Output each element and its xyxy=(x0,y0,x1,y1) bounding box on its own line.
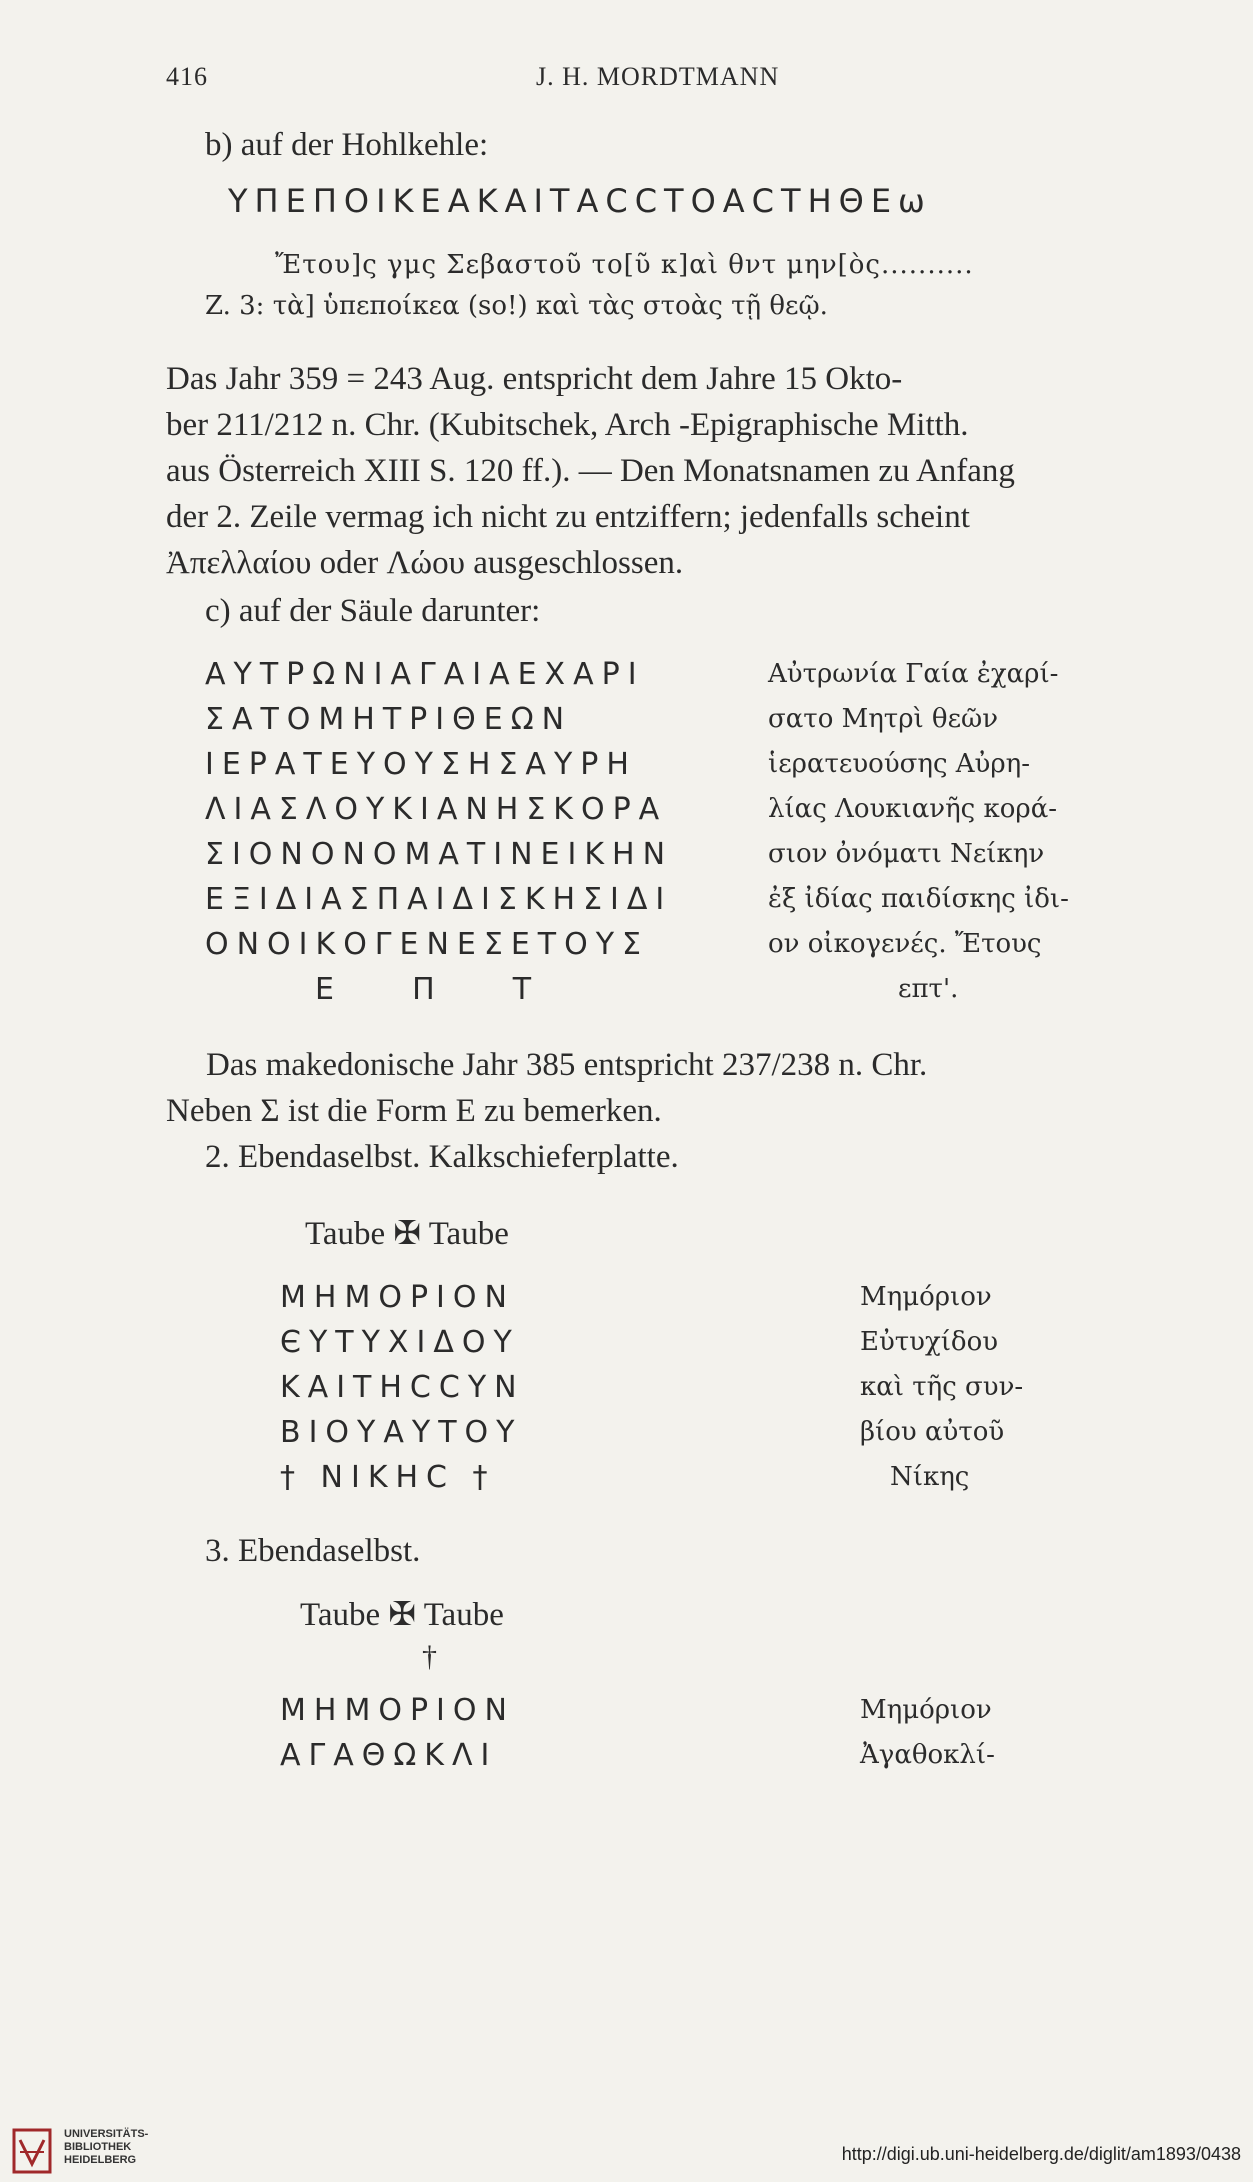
logo-line: HEIDELBERG xyxy=(64,2154,137,2166)
inscription-line: ΣΙΟΝΟΝΟΜΑΤΙΝΕΙΚΗΝ xyxy=(205,837,674,872)
transcription-line: Μημόριον xyxy=(860,1695,992,1725)
inscription-line: ΕΞΙΔΙΑΣΠΑΙΔΙΣΚΗΣΙΔΙ xyxy=(205,882,673,917)
transcription-line: βίου αὐτοῦ xyxy=(860,1417,1005,1447)
transcription-line: ἱερατευούσης Αὐρη- xyxy=(768,749,1031,779)
inscription-line: ΙΕΡΑΤΕΥΟΥΣΗΣΑΥΡΗ xyxy=(205,747,637,782)
transcription-line: ἐξ ἰδίας παιδίσκης ἰδι- xyxy=(768,884,1069,914)
inscription-line: ΑΓΑΘΩΚΛΙ xyxy=(280,1738,498,1773)
paragraph-line: aus Österreich XIII S. 120 ff.). — Den Monatsnamen zu Anfang xyxy=(166,453,1015,489)
running-header: J. H. MORDTMANN xyxy=(536,62,780,91)
transcription-line: λίας Λουκιανῆς κορά- xyxy=(768,794,1058,824)
transcription-line: σατο Μητρὶ θεῶν xyxy=(768,704,999,734)
section-c-label: c) auf der Säule darunter: xyxy=(205,593,541,629)
inscription-line: ΑΥΤΡΩΝΙΑΓΑΙΑΕΧΑΡΙ xyxy=(205,657,645,692)
section-b-transcription: Ἔτου]ς γμς Σεβαστοῦ το[ῦ κ]αὶ θντ μην[ὸς.......... xyxy=(275,250,974,280)
transcription-line: καὶ τῆς συν- xyxy=(860,1372,1024,1402)
transcription-line: Νίκης xyxy=(890,1462,970,1492)
item-3-label: 3. Ebendaselbst. xyxy=(205,1533,421,1569)
section-b-label: b) auf der Hohlkehle: xyxy=(205,127,489,163)
inscription-line: ΜΗΜΟΡΙΟΝ xyxy=(280,1280,515,1315)
inscription-line-date: Ε Π Τ xyxy=(315,972,540,1007)
section-c-inscription xyxy=(205,652,673,1012)
paragraph-line: Neben Σ ist die Form Ε zu bemerken. xyxy=(166,1093,662,1129)
transcription-line: Ἀγαθοκλί- xyxy=(860,1740,995,1770)
cross-symbol: † xyxy=(422,1640,437,1673)
inscription-line: ΜΗΜΟΡΙΟΝ xyxy=(280,1693,515,1728)
inscription-line: ΒΙΟΥΑΥΤΟΥ xyxy=(280,1415,523,1450)
logo-line: UNIVERSITÄTS- xyxy=(64,2128,149,2140)
paragraph-2 xyxy=(166,1042,927,1134)
transcription-line: σιον ὀνόματι Νείκην xyxy=(768,839,1045,869)
inscription-line: ΚΑΙΤΗCCΥΝ xyxy=(280,1370,525,1405)
item-2-label: 2. Ebendaselbst. Kalkschieferplatte. xyxy=(205,1139,679,1175)
section-b-inscription: ΥΠΕΠΟΙΚΕΑΚΑΙΤΑCCΤΟΑCΤΗΘΕω xyxy=(228,182,932,220)
paragraph-line: der 2. Zeile vermag ich nicht zu entziffern; jedenfalls scheint xyxy=(166,499,970,535)
inscription-line: † ΝΙΚΗC † xyxy=(280,1460,496,1495)
library-logo-icon xyxy=(12,2128,52,2174)
paragraph-line: Das Jahr 359 = 243 Aug. entspricht dem Jahre 15 Okto- xyxy=(166,361,903,397)
transcription-line: Εὐτυχίδου xyxy=(860,1327,999,1357)
page-number: 416 xyxy=(166,62,208,91)
section-c-transcription xyxy=(768,652,1069,1012)
item-2-transcription xyxy=(860,1275,1023,1500)
transcription-line: Αὐτρωνία Γαία ἐχαρί- xyxy=(768,659,1059,689)
paragraph-line: Ἀπελλαίου oder Λώου ausgeschlossen. xyxy=(166,545,684,581)
item-3-heading: Taube ✠ Taube xyxy=(300,1597,504,1633)
paragraph-1 xyxy=(166,356,1015,586)
inscription-line: ΣΑΤΟΜΗΤΡΙΘΕΩΝ xyxy=(205,702,573,737)
item-3-inscription xyxy=(280,1688,515,1778)
library-logo-text xyxy=(64,2128,148,2167)
inscription-line: ЄΥΤΥΧΙΔΟΥ xyxy=(280,1325,520,1360)
paragraph-line: Das makedonische Jahr 385 entspricht 237/238 n. Chr. xyxy=(206,1047,928,1083)
inscription-line: ΛΙΑΣΛΟΥΚΙΑΝΗΣΚΟΡΑ xyxy=(205,792,668,827)
source-url-link[interactable]: http://digi.ub.uni-heidelberg.de/diglit/am1893/0438 xyxy=(841,2144,1241,2164)
inscription-line: ΟΝΟΙΚΟΓΕΝΕΣΕΤΟΥΣ xyxy=(205,927,649,962)
section-b-note: Z. 3: τὰ] ὑπεποίκεα (so!) καὶ τὰς στοὰς τῇ θεῷ. xyxy=(205,291,828,321)
item-2-heading: Taube ✠ Taube xyxy=(305,1216,509,1252)
item-2-inscription xyxy=(280,1275,525,1500)
transcription-line: ον οἰκογενές. Ἔτους xyxy=(768,929,1042,959)
paragraph-line: ber 211/212 n. Chr. (Kubitschek, Arch -Epigraphische Mitth. xyxy=(166,407,969,443)
transcription-line: επτ'. xyxy=(898,974,959,1004)
item-3-transcription xyxy=(860,1688,995,1778)
transcription-line: Μημόριον xyxy=(860,1282,992,1312)
logo-line: BIBLIOTHEK xyxy=(64,2141,132,2153)
